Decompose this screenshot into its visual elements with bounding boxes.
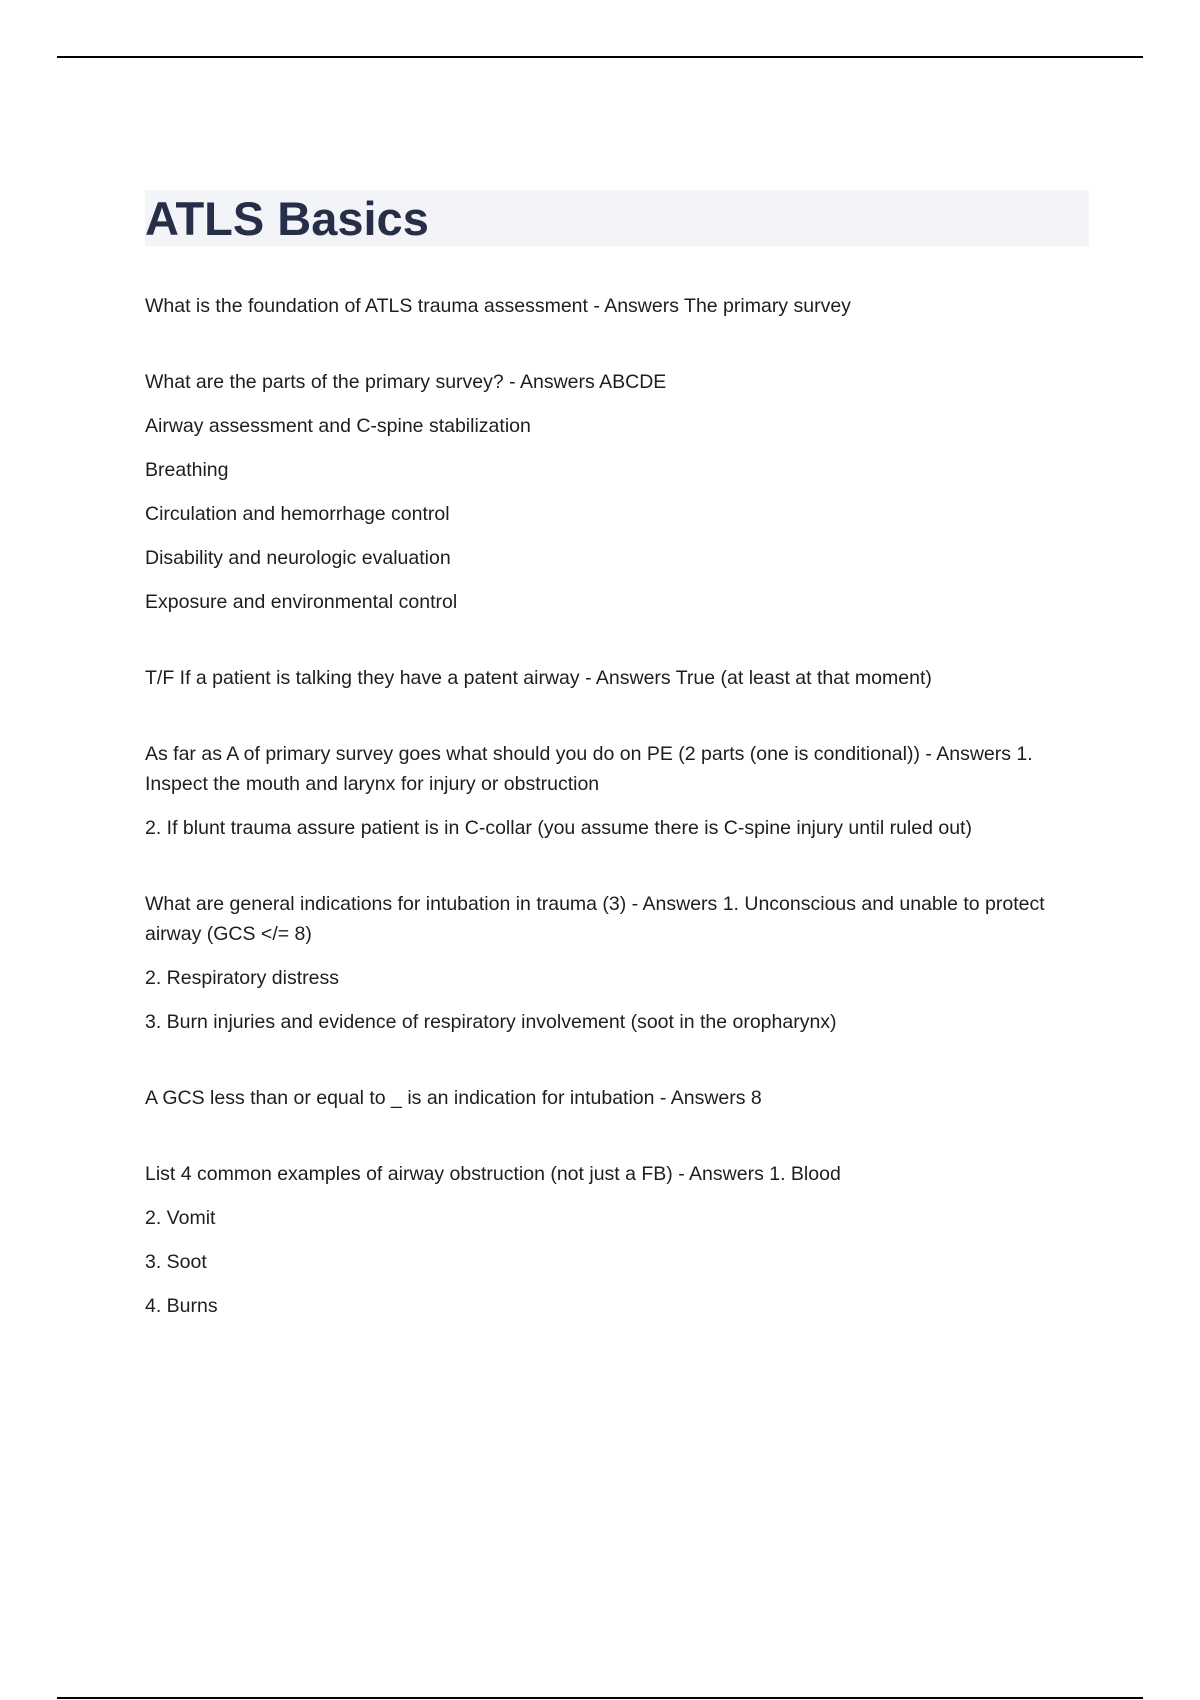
qa-line: List 4 common examples of airway obstruction (not just a FB) - Answers 1. Blood <box>145 1163 841 1185</box>
qa-line: What are general indications for intubation in trauma (3) - Answers 1. Unconscious and unable to protect airway (GCS </= 8) <box>145 893 1045 945</box>
qa-line: A GCS less than or equal to _ is an indication for intubation - Answers 8 <box>145 1087 762 1109</box>
qa-line: Breathing <box>145 459 229 481</box>
top-divider <box>57 56 1143 58</box>
qa-line: Circulation and hemorrhage control <box>145 503 450 525</box>
qa-line: 2. Vomit <box>145 1207 216 1229</box>
qa-line: 3. Soot <box>145 1251 207 1273</box>
qa-line: Airway assessment and C-spine stabilization <box>145 415 531 437</box>
qa-entry <box>145 1159 1089 1321</box>
page-title: ATLS Basics <box>145 192 429 245</box>
qa-entry <box>145 889 1089 1037</box>
bottom-divider <box>57 1697 1143 1699</box>
qa-entry <box>145 663 1089 693</box>
qa-line: What is the foundation of ATLS trauma assessment - Answers The primary survey <box>145 295 851 317</box>
title-banner <box>145 190 1089 246</box>
qa-entry <box>145 1083 1089 1113</box>
qa-line: 2. Respiratory distress <box>145 967 339 989</box>
qa-line: 2. If blunt trauma assure patient is in C-collar (you assume there is C-spine injury until ruled out) <box>145 817 972 839</box>
qa-entry <box>145 739 1089 843</box>
qa-entry <box>145 367 1089 617</box>
qa-line: 3. Burn injuries and evidence of respiratory involvement (soot in the oropharynx) <box>145 1011 837 1033</box>
qa-line: T/F If a patient is talking they have a patent airway - Answers True (at least at that moment) <box>145 667 932 689</box>
qa-line: Exposure and environmental control <box>145 591 458 613</box>
qa-line: Disability and neurologic evaluation <box>145 547 451 569</box>
qa-line: 4. Burns <box>145 1295 218 1317</box>
qa-line: What are the parts of the primary survey? - Answers ABCDE <box>145 371 667 393</box>
qa-line: As far as A of primary survey goes what should you do on PE (2 parts (one is conditional)) - Answers 1. Inspect the mouth and larynx for injury or obstruction <box>145 743 1033 795</box>
document-body <box>145 190 1089 1321</box>
qa-entry <box>145 291 1089 321</box>
